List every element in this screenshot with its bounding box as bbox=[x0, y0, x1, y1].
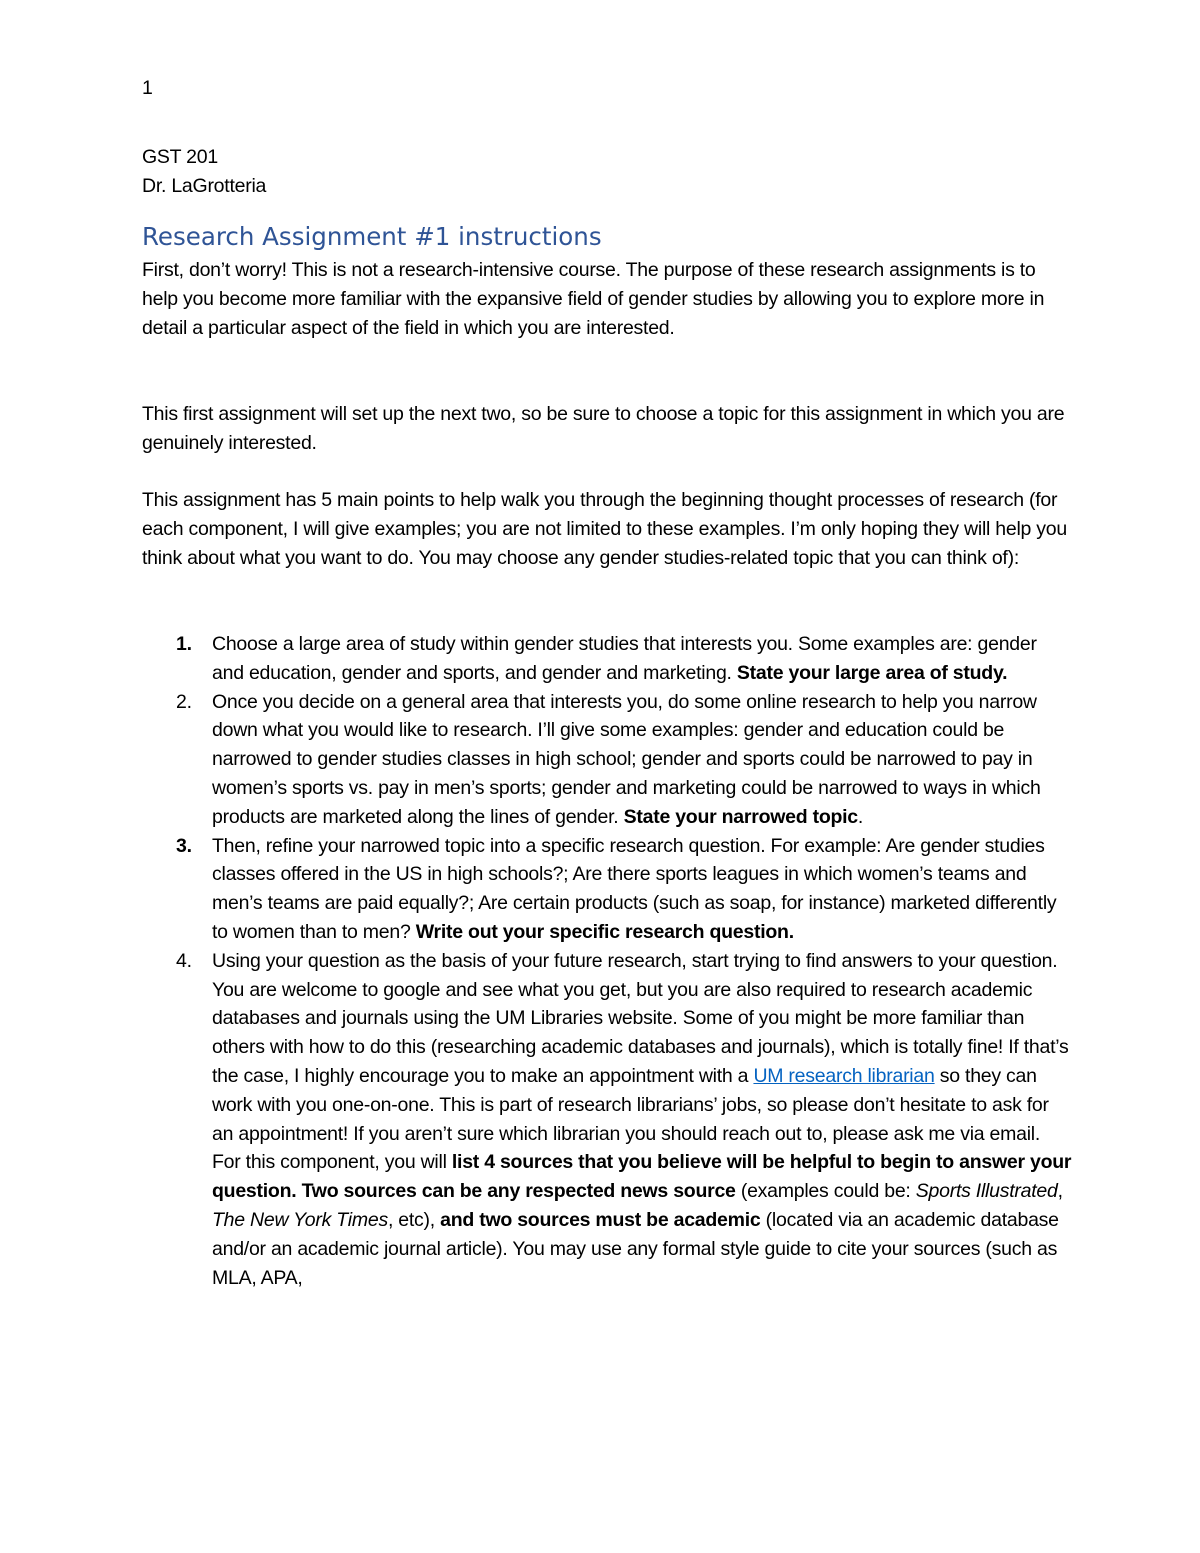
course-code: GST 201 bbox=[142, 146, 218, 168]
list-item bbox=[142, 630, 1072, 688]
list-item bbox=[142, 832, 1072, 947]
step-number: 3. bbox=[176, 834, 192, 857]
intro-paragraph: First, don’t worry! This is not a research-intensive course. The purpose of these research assignments is to help you become more familiar with the expansive field of gender studies by allowing you to explore more in detail a particular aspect of the field in which you are interested. bbox=[142, 259, 1045, 339]
list-item bbox=[142, 688, 1072, 832]
step-text: , etc), bbox=[387, 1208, 441, 1231]
step-text: Choose a large area of study within gender studies that interests you. Some examples are: gender and education, gender and sports, and gender and marketing. bbox=[212, 633, 1037, 684]
step-text: (examples could be: bbox=[735, 1180, 916, 1203]
setup-paragraph: This first assignment will set up the next two, so be sure to choose a topic for this assignment in which you are genuinely interested. bbox=[142, 403, 1065, 454]
step-instruction: and two sources must be academic bbox=[440, 1208, 761, 1231]
step-text: Then, refine your narrowed topic into a specific research question. For example: Are gender studies classes offered in the US in high schools?; Are there sports leagues in which women’s teams and men’s teams are paid equally?; Are certain products (such as soap, for instance) marketed differently to women than to men? bbox=[212, 834, 1057, 943]
um-research-librarian-link[interactable]: UM research librarian bbox=[753, 1064, 935, 1087]
step-number: 1. bbox=[176, 633, 192, 655]
step-text: so they can work with you one-on-one. This is part of research librarians’ jobs, so please don’t hesitate to ask for an appointment! If you aren’t sure which librarian you should reach out to, please ask me via email. For this component, you will bbox=[212, 1064, 1049, 1174]
step-instruction: State your narrowed topic bbox=[623, 805, 858, 828]
step-number: 4. bbox=[176, 949, 192, 972]
list-item bbox=[142, 947, 1072, 1293]
step-number: 2. bbox=[176, 690, 192, 713]
publication-title: The New York Times bbox=[212, 1208, 388, 1231]
document-heading: Research Assignment #1 instructions bbox=[142, 222, 602, 251]
step-instruction: State your large area of study. bbox=[736, 661, 1008, 684]
step-text: Once you decide on a general area that interests you, do some online research to help you narrow down what you would like to research. I’ll give some examples: gender and education could be narrowed to gender studies classes in high school; gender and sports could be narrowed to pay in women’s sports vs. pay in men’s sports; gender and marketing could be narrowed to ways in which products are marketed along the lines of gender. bbox=[212, 690, 1041, 828]
step-text: Using your question as the basis of your future research, start trying to find answers to your question. You are welcome to google and see what you get, but you are also required to research academic databases and journals using the UM Libraries website. Some of you might be more familiar than others with how to do this (researching academic databases and journals), which is totally fine! If that’s the case, I highly encourage you to make an appointment with a bbox=[212, 949, 1069, 1087]
assignment-steps-list bbox=[142, 630, 1072, 1292]
step-text: (located via an academic database and/or an academic journal article). You may use any formal style guide to cite your sources (such as MLA, APA, bbox=[212, 1208, 1059, 1289]
step-text-end: . bbox=[857, 805, 864, 828]
step-instruction: Write out your specific research question. bbox=[415, 920, 794, 943]
step-text: , bbox=[1057, 1180, 1063, 1203]
instructor-name: Dr. LaGrotteria bbox=[142, 175, 267, 197]
page-number: 1 bbox=[142, 77, 153, 99]
publication-title: Sports Illustrated bbox=[915, 1180, 1058, 1203]
overview-paragraph: This assignment has 5 main points to help walk you through the beginning thought processes of research (for each component, I will give examples; you are not limited to these examples. I’m only hoping they will help you think about what you want to do. You may choose any gender studies-related topic that you can think of): bbox=[142, 489, 1067, 569]
step-instruction: list 4 sources that you believe will be helpful to begin to answer your question. Two sources can be any respected news source bbox=[212, 1151, 1072, 1203]
